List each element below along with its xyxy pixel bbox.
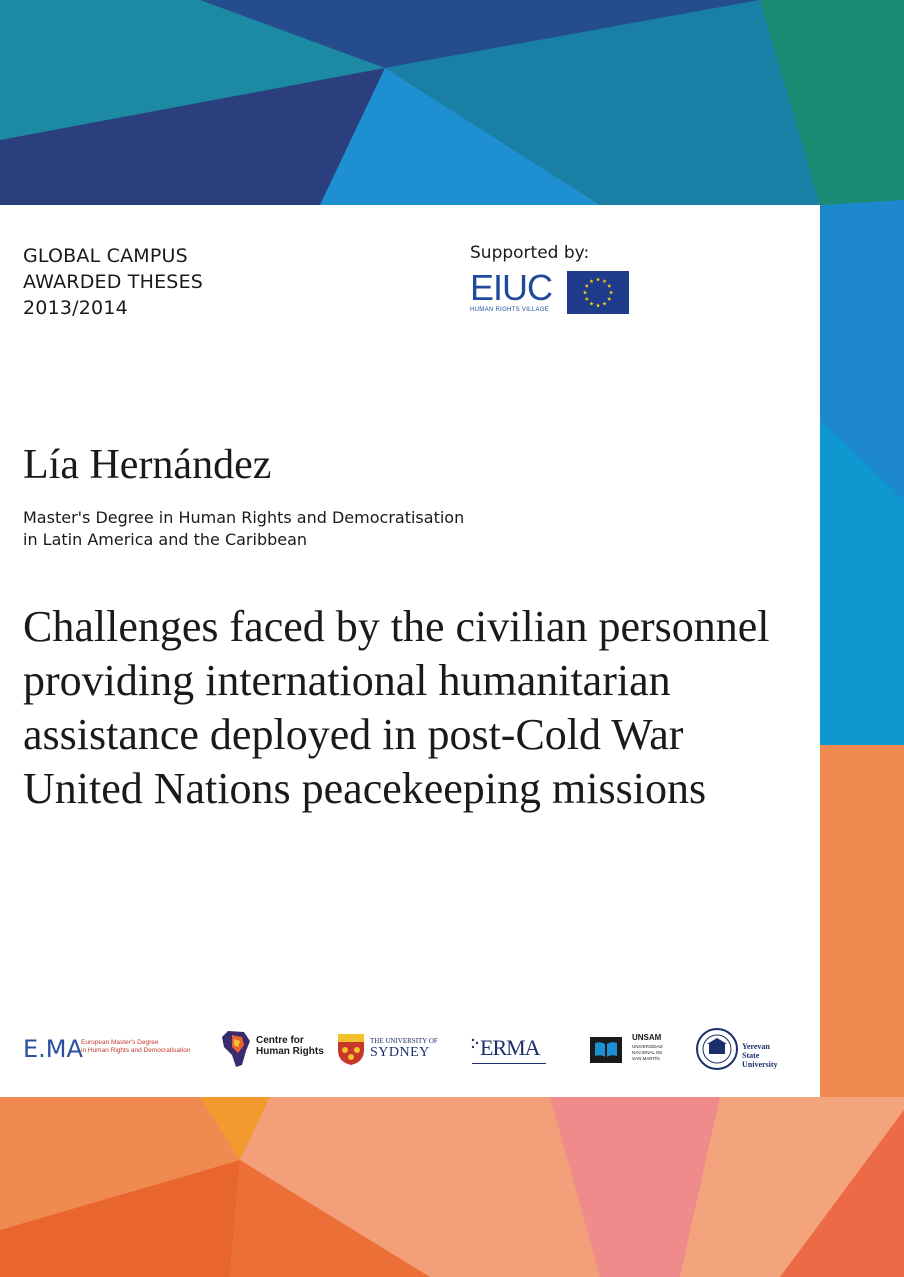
ema-wordmark: E.MA bbox=[23, 1035, 83, 1063]
title-line: providing international humanitarian bbox=[23, 656, 671, 705]
title-line: Challenges faced by the civilian personnel bbox=[23, 602, 770, 651]
erma-stars-icon bbox=[470, 1037, 480, 1051]
chr-name-line: Human Rights bbox=[256, 1046, 324, 1057]
thesis-title bbox=[23, 600, 803, 816]
author-name: Lía Hernández bbox=[23, 442, 272, 488]
unsam-wordmark: UNSAM bbox=[632, 1033, 662, 1042]
centre-for-human-rights-logo bbox=[220, 1027, 324, 1071]
erma-logo bbox=[470, 1027, 550, 1071]
ysu-name-line: Yerevan State bbox=[742, 1042, 770, 1060]
erma-underline bbox=[472, 1063, 546, 1064]
eu-flag-icon bbox=[567, 271, 629, 314]
ema-logo bbox=[23, 1027, 193, 1071]
degree-line: in Latin America and the Caribbean bbox=[23, 530, 308, 549]
sydney-crest-icon bbox=[336, 1032, 366, 1066]
ysu-name-line: University bbox=[742, 1060, 778, 1069]
eiuc-logo bbox=[470, 267, 554, 315]
eiuc-tagline: HUMAN RIGHTS VILLAGE bbox=[470, 307, 550, 313]
ysu-seal-icon bbox=[696, 1028, 738, 1070]
book-icon bbox=[590, 1037, 622, 1063]
ema-subtitle-line: European Master's Degree bbox=[81, 1039, 159, 1046]
university-of-sydney-logo bbox=[336, 1027, 438, 1071]
africa-map-icon bbox=[220, 1029, 254, 1069]
degree-line: Master's Degree in Human Rights and Democratisation bbox=[23, 508, 465, 527]
eiuc-name: EIUC bbox=[470, 267, 553, 308]
series-label bbox=[23, 243, 203, 321]
sydney-prefix: THE UNIVERSITY OF bbox=[370, 1037, 438, 1045]
title-line: United Nations peacekeeping missions bbox=[23, 764, 707, 813]
supported-by-label: Supported by: bbox=[470, 243, 590, 263]
chr-name-line: Centre for bbox=[256, 1035, 304, 1046]
chr-name bbox=[256, 1035, 324, 1057]
series-year: 2013/2014 bbox=[23, 297, 128, 319]
ysu-name bbox=[742, 1042, 786, 1069]
title-line: assistance deployed in post-Cold War bbox=[23, 710, 684, 759]
yerevan-state-university-logo bbox=[696, 1027, 786, 1071]
ema-subtitle bbox=[81, 1039, 190, 1055]
sydney-name: SYDNEY bbox=[370, 1045, 430, 1060]
unsam-subtitle: UNIVERSIDAD NACIONAL DE SAN MARTÍN bbox=[632, 1044, 663, 1061]
ema-subtitle-line: in Human Rights and Democratisation bbox=[81, 1047, 191, 1054]
degree-program bbox=[23, 507, 543, 551]
erma-wordmark: ERMA bbox=[480, 1035, 540, 1060]
series-line: AWARDED THESES bbox=[23, 271, 204, 293]
cover-card bbox=[0, 205, 820, 1097]
series-line: GLOBAL CAMPUS bbox=[23, 245, 188, 267]
unsam-logo bbox=[590, 1027, 670, 1071]
